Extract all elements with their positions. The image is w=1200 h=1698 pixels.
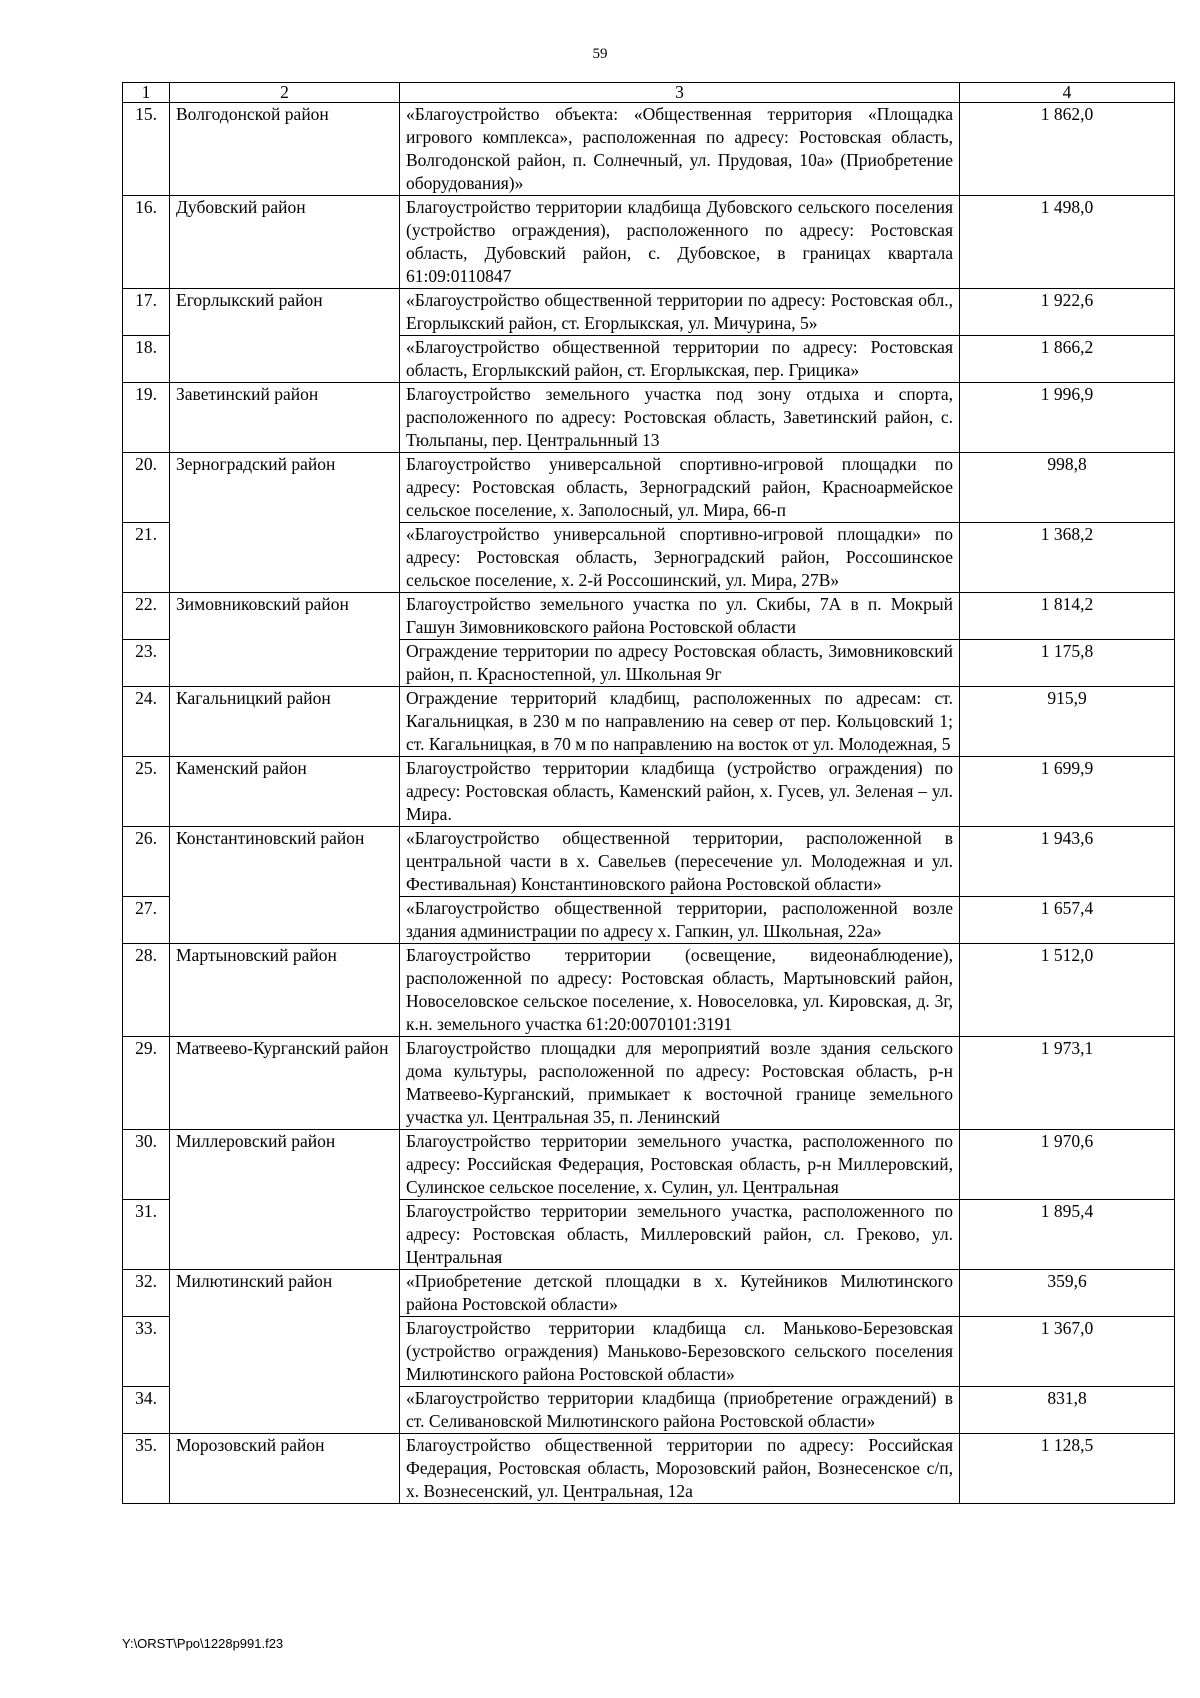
subsidy-table xyxy=(122,82,1175,1504)
amount-value: 915,9 xyxy=(960,687,1175,757)
project-description: «Благоустройство общественной территории по адресу: Ростовская область, Егорлыкский район, ст. Егорлыкская, пер. Грицика» xyxy=(400,336,960,383)
amount-value: 1 699,9 xyxy=(960,757,1175,827)
amount-value: 831,8 xyxy=(960,1387,1175,1434)
row-number: 32. xyxy=(123,1270,170,1317)
amount-value: 1 973,1 xyxy=(960,1037,1175,1130)
district-name: Волгодонской район xyxy=(170,103,400,196)
amount-value: 1 922,6 xyxy=(960,289,1175,336)
page-number: 59 xyxy=(592,46,608,62)
project-description: «Благоустройство универсальной спортивно-игровой площадки» по адресу: Ростовская область, Зерноградский район, Россошинское сельское поселение, х. 2-й Россошинский, ул. Мира, 27В» xyxy=(400,523,960,593)
district-name: Матвеево-Курганский район xyxy=(170,1037,400,1130)
table-row xyxy=(123,1130,1175,1200)
row-number: 17. xyxy=(123,289,170,336)
district-name: Константиновский район xyxy=(170,827,400,944)
row-number: 28. xyxy=(123,944,170,1037)
amount-value: 1 943,6 xyxy=(960,827,1175,897)
row-number: 35. xyxy=(123,1434,170,1504)
table-row xyxy=(123,1037,1175,1130)
project-description: Благоустройство земельного участка по ул. Скибы, 7А в п. Мокрый Гашун Зимовниковского района Ростовской области xyxy=(400,593,960,640)
table-row xyxy=(123,453,1175,523)
district-name: Мартыновский район xyxy=(170,944,400,1037)
header-cell: 3 xyxy=(400,83,960,103)
row-number: 27. xyxy=(123,897,170,944)
amount-value: 1 367,0 xyxy=(960,1317,1175,1387)
project-description: «Благоустройство общественной территории, расположенной возле здания администрации по адресу х. Гапкин, ул. Школьная, 22а» xyxy=(400,897,960,944)
project-description: «Благоустройство общественной территории, расположенной в центральной части в х. Савельев (пересечение ул. Молодежная и ул. Фестивальная) Константиновского района Ростовской области» xyxy=(400,827,960,897)
district-name: Кагальницкий район xyxy=(170,687,400,757)
project-description: «Благоустройство территории кладбища (приобретение ограждений) в ст. Селивановской Милютинского района Ростовской области» xyxy=(400,1387,960,1434)
district-name: Егорлыкский район xyxy=(170,289,400,383)
row-number: 31. xyxy=(123,1200,170,1270)
table-row xyxy=(123,289,1175,336)
table-row xyxy=(123,827,1175,897)
project-description: Ограждение территории по адресу Ростовская область, Зимовниковский район, п. Красностепной, ул. Школьная 9г xyxy=(400,640,960,687)
row-number: 23. xyxy=(123,640,170,687)
row-number: 18. xyxy=(123,336,170,383)
amount-value: 998,8 xyxy=(960,453,1175,523)
row-number: 24. xyxy=(123,687,170,757)
table-row xyxy=(123,1270,1175,1317)
row-number: 21. xyxy=(123,523,170,593)
table-row xyxy=(123,687,1175,757)
row-number: 22. xyxy=(123,593,170,640)
amount-value: 1 970,6 xyxy=(960,1130,1175,1200)
project-description: Благоустройство универсальной спортивно-игровой площадки по адресу: Ростовская область, Зерноградский район, Красноармейское сельское поселение, х. Заполосный, ул. Мира, 66-п xyxy=(400,453,960,523)
table-row xyxy=(123,1434,1175,1504)
row-number: 34. xyxy=(123,1387,170,1434)
row-number: 16. xyxy=(123,196,170,289)
district-name: Зимовниковский район xyxy=(170,593,400,687)
amount-value: 1 368,2 xyxy=(960,523,1175,593)
amount-value: 1 895,4 xyxy=(960,1200,1175,1270)
project-description: Благоустройство территории земельного участка, расположенного по адресу: Российская Федерация, Ростовская область, р-н Миллеровский, Сулинское сельское поселение, х. Сулин, ул. Центральная xyxy=(400,1130,960,1200)
amount-value: 1 512,0 xyxy=(960,944,1175,1037)
district-name: Миллеровский район xyxy=(170,1130,400,1270)
table-row xyxy=(123,383,1175,453)
header-cell: 2 xyxy=(170,83,400,103)
amount-value: 1 862,0 xyxy=(960,103,1175,196)
project-description: «Благоустройство общественной территории по адресу: Ростовская обл., Егорлыкский район, ст. Егорлыкская, ул. Мичурина, 5» xyxy=(400,289,960,336)
row-number: 20. xyxy=(123,453,170,523)
amount-value: 1 175,8 xyxy=(960,640,1175,687)
table-header-row xyxy=(123,83,1175,103)
district-name: Зерноградский район xyxy=(170,453,400,593)
table-row xyxy=(123,103,1175,196)
district-name: Милютинский район xyxy=(170,1270,400,1434)
project-description: Благоустройство территории кладбища Дубовского сельского поселения (устройство ограждения), расположенного по адресу: Ростовская область, Дубовский район, с. Дубовское, в границах квартала 61:09:0110847 xyxy=(400,196,960,289)
file-path-footer: Y:\ORST\Ppo\1228p991.f23 xyxy=(122,1636,284,1651)
row-number: 19. xyxy=(123,383,170,453)
amount-value: 1 814,2 xyxy=(960,593,1175,640)
header-cell: 4 xyxy=(960,83,1175,103)
table-row xyxy=(123,196,1175,289)
header-cell: 1 xyxy=(123,83,170,103)
project-description: Благоустройство территории земельного участка, расположенного по адресу: Ростовская область, Миллеровский район, сл. Греково, ул. Центральная xyxy=(400,1200,960,1270)
row-number: 25. xyxy=(123,757,170,827)
table-row xyxy=(123,944,1175,1037)
table-row xyxy=(123,757,1175,827)
amount-value: 1 996,9 xyxy=(960,383,1175,453)
project-description: Благоустройство земельного участка под зону отдыха и спорта, расположенного по адресу: Ростовская область, Заветинский район, с. Тюльпаны, пер. Центральнный 13 xyxy=(400,383,960,453)
amount-value: 1 498,0 xyxy=(960,196,1175,289)
row-number: 15. xyxy=(123,103,170,196)
project-description: «Благоустройство объекта: «Общественная территория «Площадка игрового комплекса», расположенная по адресу: Ростовская область, Волгодонской район, п. Солнечный, ул. Прудовая, 10а» (Приобретение оборудования)» xyxy=(400,103,960,196)
project-description: Благоустройство площадки для мероприятий возле здания сельского дома культуры, расположенной по адресу: Ростовская область, р-н Матвеево-Курганский, примыкает к восточной границе земельного участка ул. Центральная 35, п. Ленинский xyxy=(400,1037,960,1130)
project-description: Ограждение территорий кладбищ, расположенных по адресам: ст. Кагальницкая, в 230 м по направлению на север от пер. Кольцовский 1; ст. Кагальницкая, в 70 м по направлению на восток от ул. Молодежная, 5 xyxy=(400,687,960,757)
amount-value: 1 866,2 xyxy=(960,336,1175,383)
project-description: Благоустройство общественной территории по адресу: Российская Федерация, Ростовская область, Морозовский район, Вознесенское с/п, х. Вознесенский, ул. Центральная, 12а xyxy=(400,1434,960,1504)
row-number: 30. xyxy=(123,1130,170,1200)
district-name: Каменский район xyxy=(170,757,400,827)
project-description: Благоустройство территории кладбища (устройство ограждения) по адресу: Ростовская область, Каменский район, х. Гусев, ул. Зеленая – ул. Мира. xyxy=(400,757,960,827)
amount-value: 1 657,4 xyxy=(960,897,1175,944)
amount-value: 359,6 xyxy=(960,1270,1175,1317)
project-description: «Приобретение детской площадки в х. Кутейников Милютинского района Ростовской области» xyxy=(400,1270,960,1317)
project-description: Благоустройство территории кладбища сл. Маньково-Березовская (устройство ограждения) Маньково-Березовского сельского поселения Милютинского района Ростовской области» xyxy=(400,1317,960,1387)
row-number: 26. xyxy=(123,827,170,897)
district-name: Заветинский район xyxy=(170,383,400,453)
table-row xyxy=(123,593,1175,640)
district-name: Дубовский район xyxy=(170,196,400,289)
amount-value: 1 128,5 xyxy=(960,1434,1175,1504)
project-description: Благоустройство территории (освещение, видеонаблюдение), расположенной по адресу: Ростовская область, Мартыновский район, Новоселовское сельское поселение, х. Новоселовка, ул. Кировская, д. 3г, к.н. земельного участка 61:20:0070101:3191 xyxy=(400,944,960,1037)
row-number: 33. xyxy=(123,1317,170,1387)
district-name: Морозовский район xyxy=(170,1434,400,1504)
row-number: 29. xyxy=(123,1037,170,1130)
